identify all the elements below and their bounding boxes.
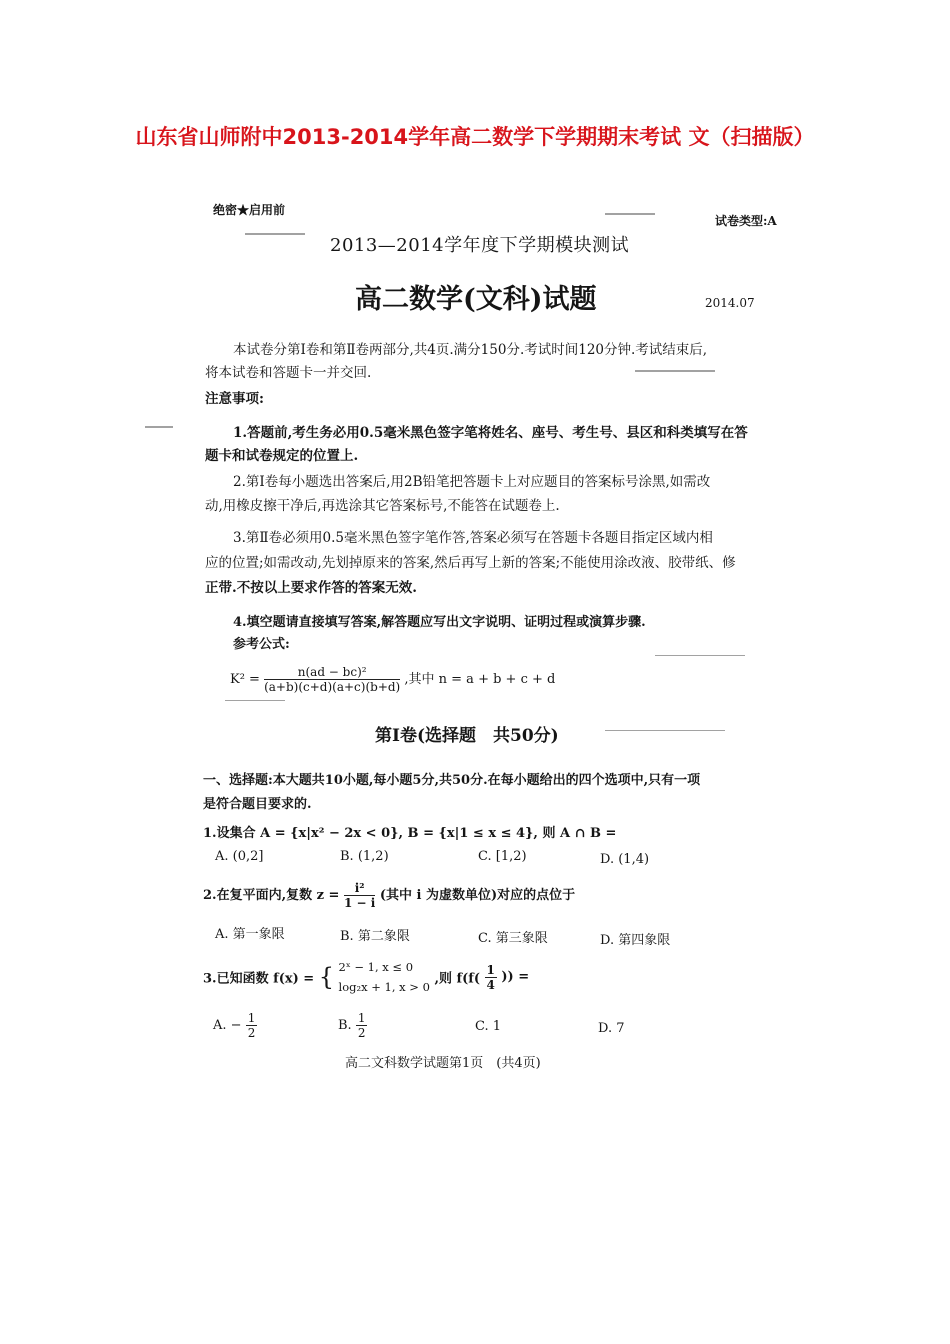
q3-suffix-b: )) =	[501, 969, 530, 985]
scan-noise	[635, 370, 715, 372]
question-1: 1.设集合 A = {x|x² − 2x < 0}, B = {x|1 ≤ x ≤ 4}, 则 A ∩ B =	[203, 826, 617, 841]
q3-denominator: 4	[486, 977, 495, 992]
q3-option-b-numerator: 1	[357, 1011, 366, 1025]
formula-numerator: n(ad − bc)²	[264, 665, 400, 680]
scanned-exam-page	[185, 195, 785, 1080]
note-2-line-2: 动,用橡皮擦干净后,再选涂其它答案标号,不能答在试题卷上.	[205, 498, 560, 514]
scan-noise	[605, 213, 655, 215]
q3-option-b-denominator: 2	[357, 1026, 366, 1040]
formula-heading: 参考公式:	[233, 637, 290, 652]
intro-line-1: 本试卷分第Ⅰ卷和第Ⅱ卷两部分,共4页.满分150分.考试时间120分钟.考试结束后,	[233, 342, 708, 358]
q3-option-b-fraction	[356, 1011, 368, 1040]
question-2	[203, 881, 575, 910]
exam-header: 2013—2014学年度下学期模块测试	[330, 235, 630, 256]
scan-noise	[145, 426, 173, 428]
formula-lhs: K² =	[230, 672, 260, 687]
q3-fraction	[485, 963, 497, 992]
q2-option-b: B. 第二象限	[340, 929, 410, 944]
q2-numerator: i²	[344, 881, 375, 896]
document-title: 山东省山师附中2013-2014学年高二数学下学期期末考试 文（扫描版）	[135, 125, 815, 149]
q3-suffix-a: ,则 f(f(	[434, 971, 480, 987]
q3-cases	[339, 957, 430, 997]
secret-label: 绝密★启用前	[213, 203, 286, 217]
q1-option-a: A. (0,2]	[215, 849, 264, 864]
section-intro-line-2: 是符合题目要求的.	[203, 797, 312, 812]
q2-fraction	[344, 881, 375, 910]
question-3	[203, 957, 529, 997]
note-3-line-2: 应的位置;如需改动,先划掉原来的答案,然后再写上新的答案;不能使用涂改液、胶带纸、修	[205, 555, 736, 571]
scan-noise	[245, 233, 305, 235]
note-1-line-2: 题卡和试卷规定的位置上.	[205, 448, 359, 464]
q2-denominator: 1 − i	[343, 896, 376, 910]
exam-date: 2014.07	[705, 296, 755, 310]
q3-option-a-numerator: 1	[247, 1011, 256, 1025]
note-3-line-1: 3.第Ⅱ卷必须用0.5毫米黑色签字笔作答,答案必须写在答题卡各题目指定区域内相	[233, 530, 713, 546]
q3-option-b-sign: B.	[338, 1018, 356, 1033]
q1-option-d: D. (1,4)	[600, 852, 650, 867]
q3-option-a-denominator: 2	[247, 1026, 256, 1040]
q3-brace: {	[318, 963, 334, 991]
exam-main-title: 高二数学(文科)试题	[355, 284, 597, 315]
q2-option-d: D. 第四象限	[600, 933, 671, 948]
q3-option-d: D. 7	[598, 1021, 625, 1036]
page-footer: 高二文科数学试题第1页 (共4页)	[345, 1056, 541, 1071]
formula-fraction	[264, 665, 400, 694]
note-2-line-1: 2.第Ⅰ卷每小题选出答案后,用2B铅笔把答题卡上对应题目的答案标号涂黑,如需改	[233, 474, 711, 490]
scan-noise	[655, 655, 745, 656]
q1-option-b: B. (1,2)	[340, 849, 389, 864]
notes-heading: 注意事项:	[205, 391, 264, 407]
note-4: 4.填空题请直接填写答案,解答题应写出文字说明、证明过程或演算步骤.	[233, 615, 646, 630]
scan-noise	[605, 730, 725, 731]
note-3-line-3: 正带.不按以上要求作答的答案无效.	[205, 580, 417, 596]
intro-line-2: 将本试卷和答题卡一并交回.	[205, 365, 372, 381]
note-1-line-1: 1.答题前,考生务必用0.5毫米黑色签字笔将姓名、座号、考生号、县区和科类填写在答	[233, 425, 748, 441]
q2-option-c: C. 第三象限	[478, 931, 548, 946]
q3-option-b	[338, 1011, 367, 1040]
section-intro-line-1: 一、选择题:本大题共10小题,每小题5分,共50分.在每小题给出的四个选项中,只有一项	[203, 773, 701, 788]
paper-type: 试卷类型:A	[715, 214, 777, 228]
q3-option-a-sign: A. −	[213, 1018, 242, 1033]
q3-case-2: log₂x + 1, x > 0	[338, 980, 430, 994]
q3-prefix: 3.已知函数 f(x) =	[203, 971, 315, 987]
formula-denominator: (a+b)(c+d)(a+c)(b+d)	[264, 680, 401, 694]
q3-option-c: C. 1	[475, 1019, 502, 1034]
q2-suffix: (其中 i 为虚数单位)对应的点位于	[379, 888, 576, 903]
scan-noise	[225, 700, 285, 701]
q2-option-a: A. 第一象限	[215, 927, 285, 942]
q1-option-c: C. [1,2)	[478, 849, 527, 864]
q2-prefix: 2.在复平面内,复数 z =	[203, 888, 340, 903]
q3-case-1: 2ˣ − 1, x ≤ 0	[338, 960, 414, 974]
q3-numerator: 1	[486, 962, 495, 977]
q3-option-a	[213, 1011, 257, 1040]
section-title: 第Ⅰ卷(选择题 共50分)	[375, 726, 559, 746]
reference-formula	[230, 665, 555, 694]
formula-tail: ,其中 n = a + b + c + d	[404, 672, 556, 687]
q3-option-a-fraction	[246, 1011, 258, 1040]
